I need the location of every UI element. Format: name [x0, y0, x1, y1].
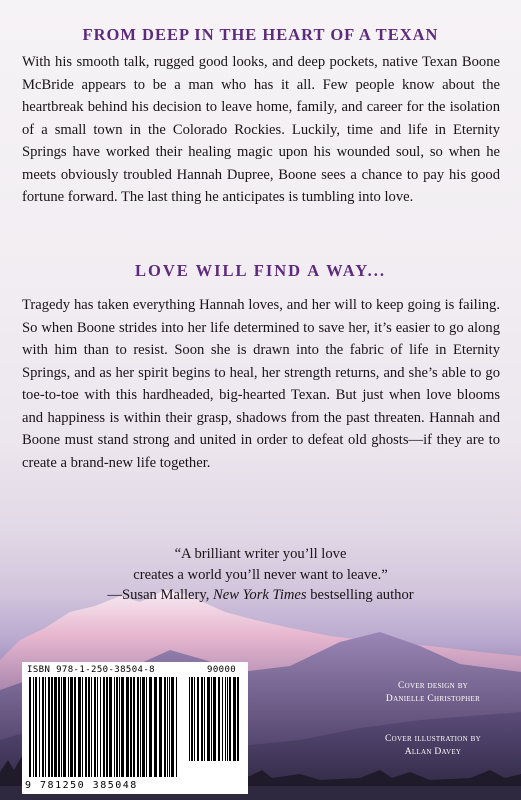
cover-design-label: Cover design by — [397, 681, 469, 691]
barcode-bar — [88, 677, 90, 777]
heading-love-will-find: LOVE WILL FIND A WAY... — [135, 261, 386, 280]
barcode-number: 9 781250 385048 — [25, 780, 138, 791]
cover-illustrator-name: Allan Davey — [404, 747, 462, 757]
barcode-bar — [130, 677, 132, 777]
cover-illustration-label: Cover illustration by — [385, 734, 481, 744]
barcode-bar — [194, 677, 195, 761]
barcode-bar — [42, 677, 44, 777]
barcode-bar — [140, 677, 141, 777]
barcode-bar — [97, 677, 98, 777]
barcode-bar — [35, 677, 37, 777]
barcode-bar — [74, 677, 76, 777]
barcode-bar — [54, 677, 57, 777]
barcode-bar — [146, 677, 147, 777]
heading-deep-in-heart: FROM DEEP IN THE HEART OF A TEXAN — [82, 25, 439, 44]
barcode-bar — [171, 677, 174, 777]
barcode-bar — [48, 677, 50, 777]
barcode-bar — [237, 677, 239, 761]
barcode-bar — [227, 677, 228, 761]
barcode-bar — [51, 677, 53, 777]
barcode-bar — [167, 677, 168, 777]
barcode-bar — [85, 677, 87, 777]
cover-illustration-credit — [348, 733, 518, 759]
barcode-bar — [78, 677, 81, 777]
barcode-bar — [142, 677, 145, 777]
quote-attribution — [0, 585, 521, 606]
barcode-bar — [207, 677, 210, 761]
attribution-tail: bestselling author — [306, 587, 414, 603]
barcode-bar — [137, 677, 139, 777]
barcode-bar — [29, 677, 31, 777]
isbn-text: ISBN 978-1-250-38504-8 — [27, 665, 156, 675]
barcode-bar — [70, 677, 73, 777]
barcode-bar — [103, 677, 105, 777]
barcode-bar — [213, 677, 216, 761]
quote-line-2: creates a world you’ll never want to leave.” — [133, 566, 388, 583]
barcode-bar — [63, 677, 66, 777]
isbn-label — [27, 665, 237, 675]
barcode-bar — [218, 677, 220, 761]
barcode-bar — [159, 677, 162, 777]
barcode-bar — [149, 677, 152, 777]
barcode-bars — [27, 677, 243, 779]
barcode-bar — [211, 677, 212, 761]
barcode-bar — [169, 677, 170, 777]
barcode-bar — [204, 677, 205, 761]
barcode-bar — [68, 677, 69, 777]
cover-design-credit — [348, 680, 518, 706]
attribution-name: —Susan Mallery, — [107, 587, 214, 603]
barcode-bar — [176, 677, 177, 777]
barcode-bar — [106, 677, 108, 777]
barcode-bar — [39, 677, 40, 777]
barcode-bar — [133, 677, 135, 777]
endorsement-quote — [0, 544, 521, 606]
barcode-bar — [45, 677, 46, 777]
barcode-bar — [197, 677, 199, 761]
quote-line-1: “A brilliant writer you’ll love — [174, 546, 347, 562]
isbn-barcode — [22, 662, 248, 794]
blurb-paragraph-2: Tragedy has taken everything Hannah loves, and her will to keep going is failing. So when Boone strides into her life determined to save her, it’s easier to go along with him than to resist. Soon she is drawn into the fabric of life in Eternity Springs, and as her spirit begins to heal, her strength returns, and she’s able to go toe-to-toe with this hardheaded, big-hearted Texan. But just when love blooms and happiness is within their grasp, shadows from the past threaten. Hannah and Boone must stand strong and united in order to defeat old ghosts—if they are to create a brand-new life together. — [22, 297, 500, 471]
barcode-bar — [233, 677, 236, 761]
barcode-bar — [94, 677, 96, 777]
barcode-bar — [119, 677, 120, 777]
barcode-bar — [126, 677, 129, 777]
barcode-bar — [154, 677, 157, 777]
barcode-bar — [109, 677, 112, 777]
barcode-bar — [82, 677, 83, 777]
barcode-bar — [121, 677, 124, 777]
attribution-source: New York Times — [213, 587, 307, 603]
barcode-bar — [201, 677, 203, 761]
barcode-bar — [191, 677, 193, 761]
barcode-bar — [33, 677, 34, 777]
price-code: 90000 — [207, 665, 237, 675]
barcode-bar — [189, 677, 190, 761]
blurb-paragraph-1: With his smooth talk, rugged good looks, and deep pockets, native Texan Boone McBride appears to be a man who has it all. Few people know about the heartbreak behind his decision to leave home, family, and career for the isolation of a small town in the Colorado Rockies. Luckily, time and life in Eternity Springs have worked their healing magic upon his wounded soul, so when he meets obviously troubled Hannah Dupree, Boone sees a chance to pay his good fortune forward. The last thing he anticipates is tumbling into love. — [22, 54, 500, 205]
cover-designer-name: Danielle Christopher — [385, 694, 481, 704]
barcode-bar — [114, 677, 115, 777]
barcode-bar — [116, 677, 118, 777]
barcode-bar — [225, 677, 226, 761]
barcode-bar — [164, 677, 166, 777]
barcode-bar — [61, 677, 62, 777]
barcode-bar — [229, 677, 231, 761]
barcode-bar — [222, 677, 223, 761]
barcode-bar — [91, 677, 92, 777]
barcode-bar — [58, 677, 60, 777]
barcode-bar — [100, 677, 101, 777]
